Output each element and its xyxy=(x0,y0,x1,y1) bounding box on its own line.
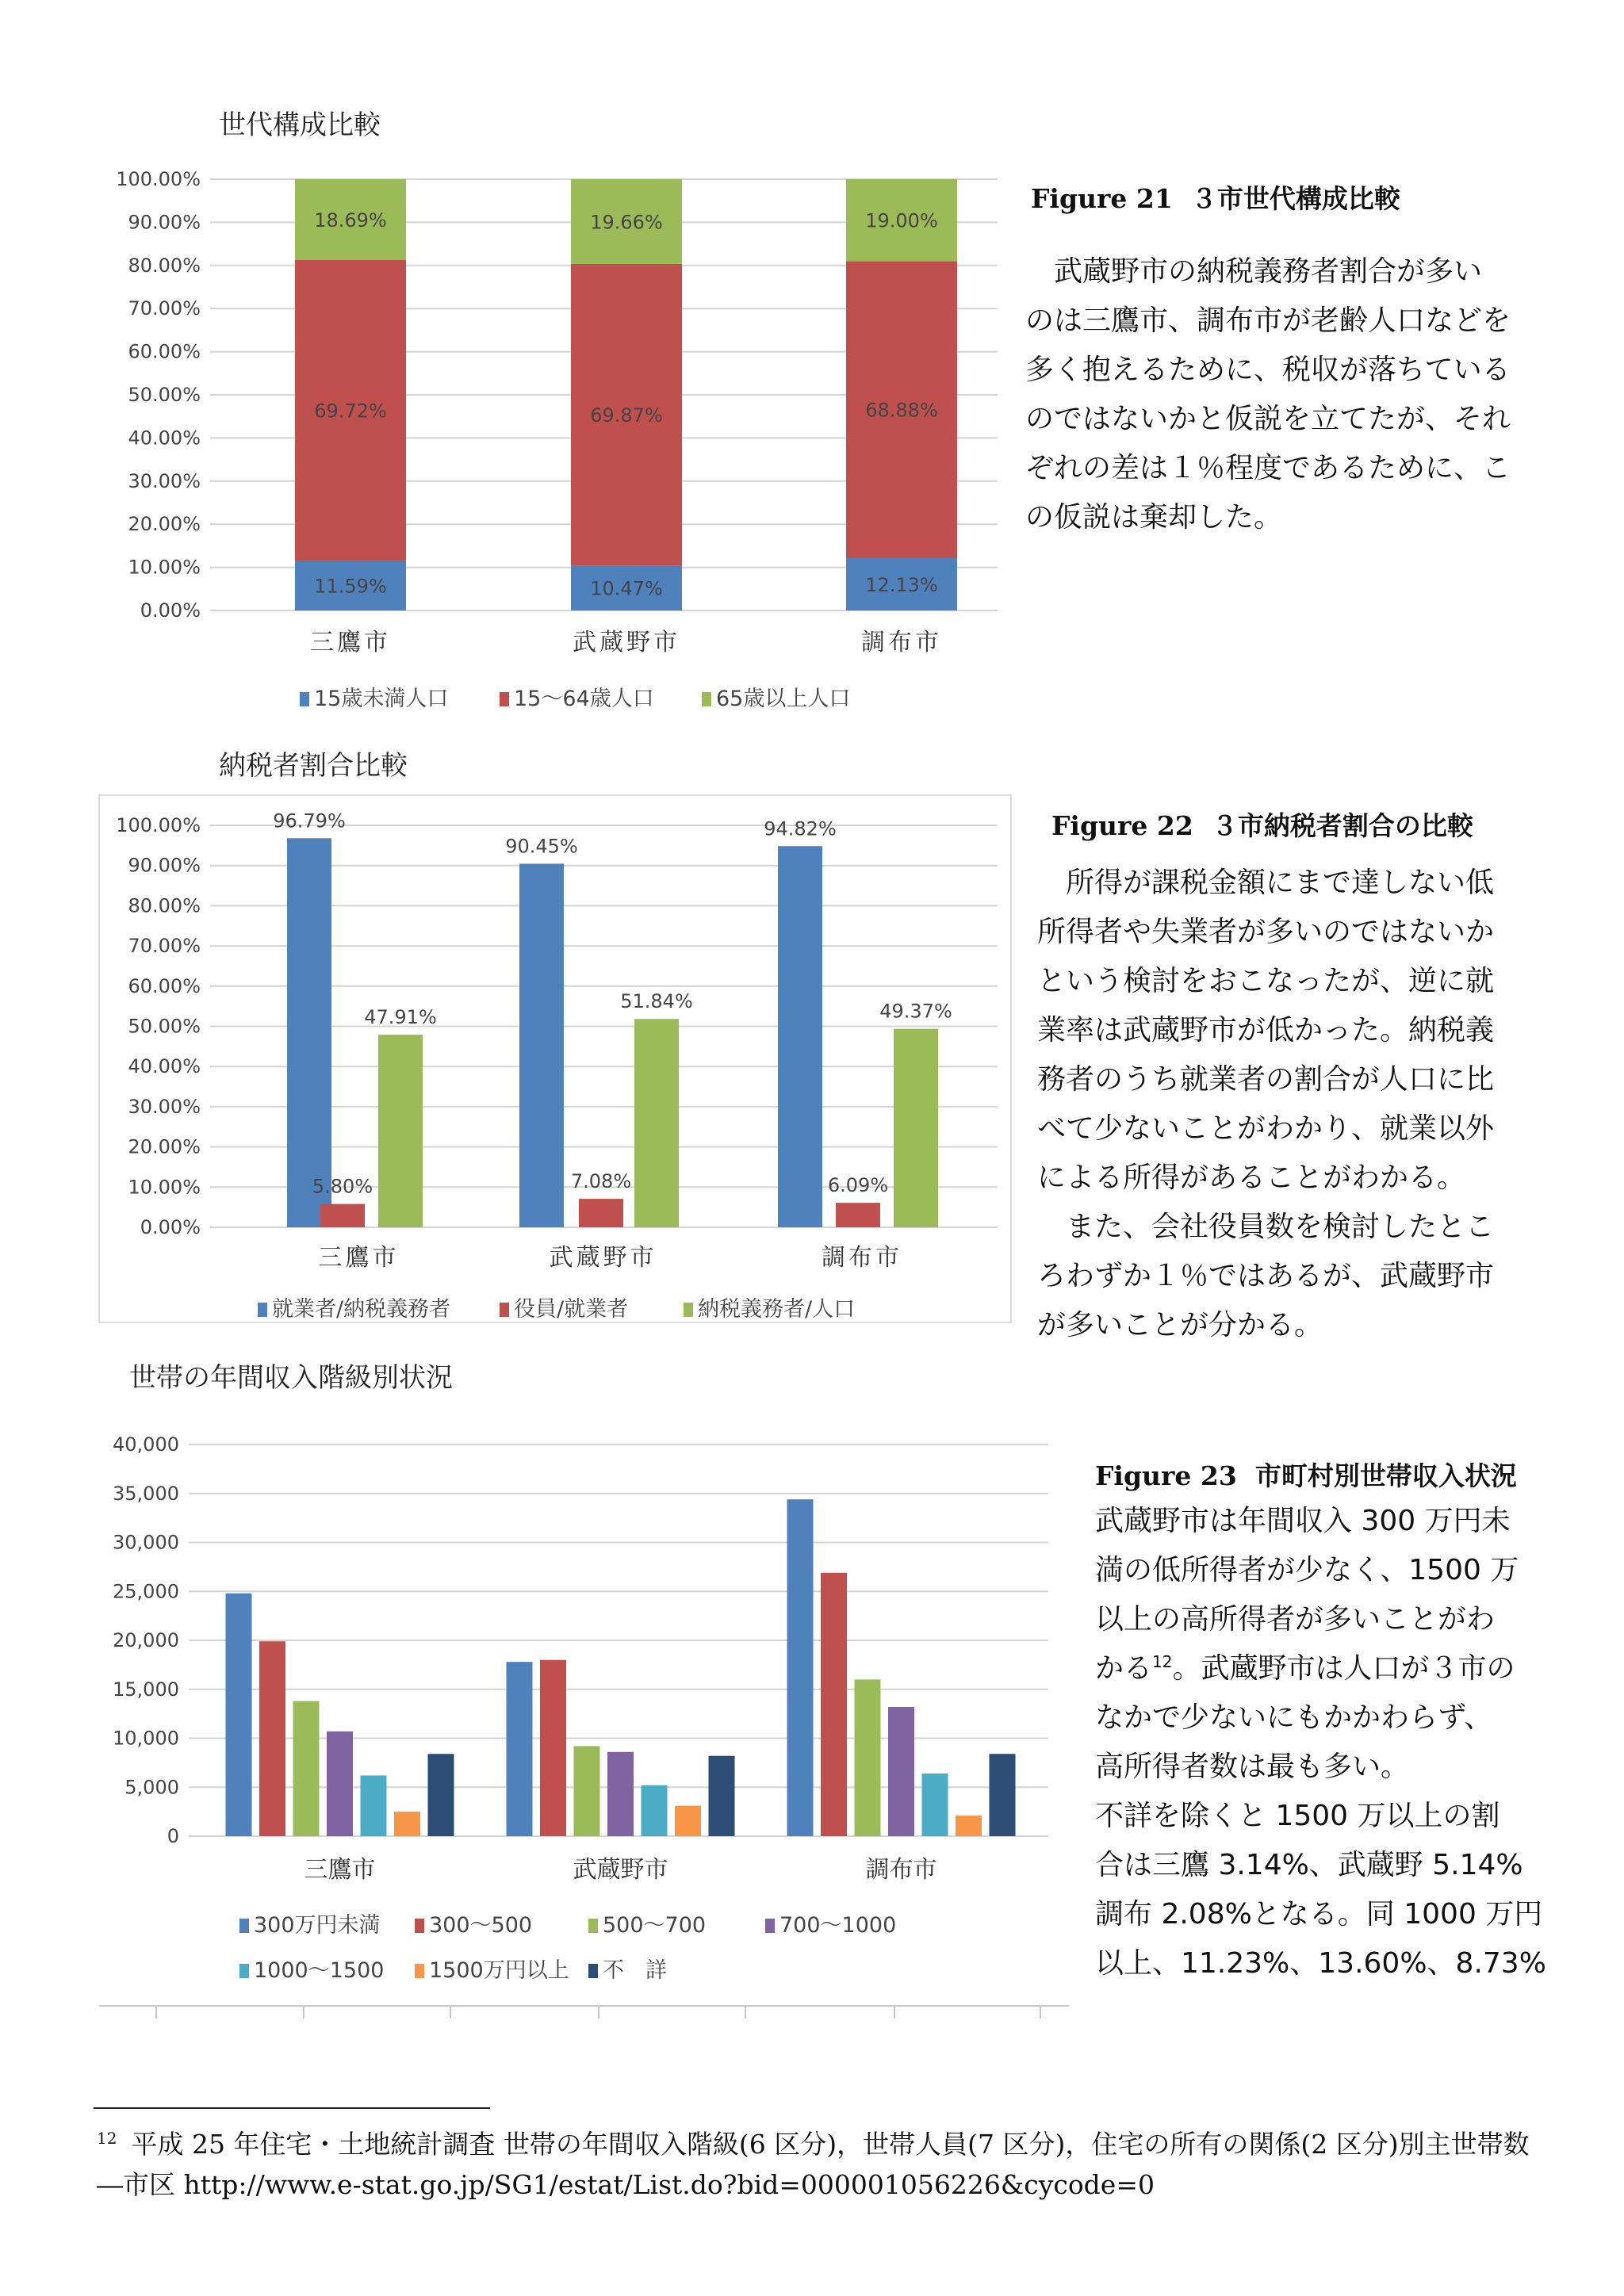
y-tick-label: 40.00% xyxy=(128,1055,201,1078)
data-label: 69.87% xyxy=(590,404,663,427)
figure23-line xyxy=(1095,1644,1546,1693)
figure21-paragraph xyxy=(1025,247,1511,542)
figure23-line: 不詳を除くと 1500 万以上の割 xyxy=(1095,1800,1500,1832)
figure21-caption xyxy=(1031,178,1400,216)
y-tick-label: 0 xyxy=(167,1825,179,1847)
y-tick-label: 20.00% xyxy=(128,1135,201,1158)
legend-swatch xyxy=(588,1964,598,1978)
bar xyxy=(607,1752,634,1836)
data-label: 7.08% xyxy=(570,1170,632,1193)
figure21-line: 多く抱えるために、税収が落ちている xyxy=(1025,354,1511,386)
y-tick-label: 80.00% xyxy=(128,254,201,277)
category-label: 調布市 xyxy=(865,1856,937,1884)
figure21-line: 武蔵野市の納税義務者割合が多い xyxy=(1054,255,1483,288)
y-tick-label: 10.00% xyxy=(128,556,201,579)
bar xyxy=(394,1812,420,1836)
figure22-line: 所得が課税金額にまで達しない低 xyxy=(1066,867,1495,899)
figure21-line: の仮説は棄却した。 xyxy=(1025,501,1283,534)
bar xyxy=(990,1754,1016,1836)
y-tick-label: 10.00% xyxy=(128,1176,201,1199)
figure23-line-part: 。武蔵野市は人口が３市の xyxy=(1172,1652,1515,1685)
legend-swatch xyxy=(239,1964,249,1978)
footnote-text: 平成 25 年住宅・土地統計調査 世帯の年間収入階級(6 区分)，世帯人員(7 区分)，住宅の所有の関係(2 区分)別主世帯数―市区 http://www.e-stat.go.jp/SG1/estat/List.do?bid=000001056226&cycode=0 xyxy=(97,2129,1530,2200)
category-label: 三鷹市 xyxy=(318,1244,400,1272)
figure22-paragraph xyxy=(1037,859,1494,1350)
legend-label: 65歳以上人口 xyxy=(716,687,851,711)
footnote-mark: 12 xyxy=(97,2129,117,2148)
figure23-line-part: かる xyxy=(1095,1652,1153,1685)
legend-label: 500～700 xyxy=(603,1913,707,1938)
bar xyxy=(259,1641,285,1836)
figure23-caption xyxy=(1095,1456,1517,1493)
legend-label: 700～1000 xyxy=(779,1913,897,1938)
bar xyxy=(675,1806,701,1836)
bar xyxy=(327,1732,353,1836)
y-tick-label: 50.00% xyxy=(128,384,201,406)
data-label: 10.47% xyxy=(590,577,663,600)
legend-label: 15～64歳人口 xyxy=(514,687,654,711)
y-tick-label: 90.00% xyxy=(128,854,201,877)
figure22-caption xyxy=(1051,806,1473,843)
bar xyxy=(507,1662,533,1836)
y-tick-label: 25,000 xyxy=(113,1580,179,1603)
data-label: 18.69% xyxy=(314,209,387,232)
y-tick-label: 0.00% xyxy=(140,599,201,622)
figure23-caption-text: 市町村別世帯収入状況 xyxy=(1254,1460,1517,1491)
data-label: 49.37% xyxy=(879,1000,952,1023)
data-label: 94.82% xyxy=(764,817,837,840)
figure22-line: ろわずか１％ではあるが、武蔵野市 xyxy=(1037,1260,1495,1292)
bar xyxy=(574,1746,600,1836)
y-tick-label: 90.00% xyxy=(128,211,201,234)
figure23-line: 満の低所得者が少なく、1500 万 xyxy=(1095,1554,1519,1586)
figure22-line: 所得者や失業者が多いのではないか xyxy=(1037,916,1495,948)
figure22-caption-text: ３市納税者割合の比較 xyxy=(1211,810,1473,841)
category-label: 調布市 xyxy=(822,1244,902,1272)
y-tick-label: 10,000 xyxy=(113,1727,179,1750)
category-label: 武蔵野市 xyxy=(573,629,680,656)
figure23-caption-num: Figure 23 xyxy=(1095,1460,1237,1491)
footnote-rule xyxy=(94,2107,490,2109)
figure22-line: という検討をおこなったが、逆に就 xyxy=(1037,965,1495,997)
y-tick-label: 70.00% xyxy=(128,297,201,320)
figure22-line: による所得があることがわかる。 xyxy=(1037,1161,1466,1194)
legend-label: 1000～1500 xyxy=(254,1958,385,1983)
bar xyxy=(293,1701,320,1836)
bar xyxy=(226,1594,252,1836)
y-tick-label: 60.00% xyxy=(128,974,201,997)
figure23-line: 高所得者数は最も多い。 xyxy=(1095,1751,1410,1783)
chart1-title: 世代構成比較 xyxy=(219,109,381,141)
y-tick-label: 0.00% xyxy=(140,1216,201,1238)
category-label: 武蔵野市 xyxy=(549,1244,657,1272)
y-tick-label: 60.00% xyxy=(128,340,201,363)
y-tick-label: 15,000 xyxy=(113,1678,179,1701)
y-tick-label: 35,000 xyxy=(113,1482,179,1505)
legend-label: 就業者/納税義務者 xyxy=(272,1297,451,1322)
data-label: 5.80% xyxy=(312,1175,373,1198)
figure21-line: のは三鷹市、調布市が老齢人口などを xyxy=(1025,304,1511,337)
data-label: 19.66% xyxy=(590,211,663,234)
legend-swatch xyxy=(765,1919,775,1933)
legend-label: 役員/就業者 xyxy=(514,1297,629,1322)
figure23-line: 以上の高所得者が多いことがわ xyxy=(1095,1603,1496,1636)
legend-label: 納税義務者/人口 xyxy=(698,1297,856,1322)
legend-swatch xyxy=(239,1919,249,1933)
y-tick-label: 30,000 xyxy=(113,1531,179,1554)
y-tick-label: 20.00% xyxy=(128,513,201,536)
bar xyxy=(956,1816,982,1836)
category-label: 三鷹市 xyxy=(304,1856,376,1884)
footnote-ref-mark: 12 xyxy=(1152,1652,1173,1671)
figure22-caption-num: Figure 22 xyxy=(1051,810,1193,841)
figure21-line: のではないかと仮説を立てたが、それ xyxy=(1025,403,1511,435)
legend-label: 15歳未満人口 xyxy=(314,687,449,711)
data-label: 69.72% xyxy=(314,400,387,423)
y-tick-label: 30.00% xyxy=(128,469,201,492)
data-label: 6.09% xyxy=(827,1174,889,1197)
figure22-line: べて少ないことがわかり、就業以外 xyxy=(1037,1112,1495,1145)
data-label: 12.13% xyxy=(865,574,938,597)
figure21-line: ぞれの差は１％程度であるために、こ xyxy=(1025,452,1511,484)
y-tick-label: 100.00% xyxy=(116,814,201,836)
legend-swatch xyxy=(415,1919,424,1933)
legend-label: 300万円未満 xyxy=(254,1913,381,1938)
data-label: 47.91% xyxy=(364,1006,437,1029)
figure23-line: 調布 2.08%となる。同 1000 万円 xyxy=(1095,1898,1543,1931)
bar xyxy=(855,1679,881,1836)
figure22-line: 業率は武蔵野市が低かった。納税義 xyxy=(1037,1014,1495,1047)
legend-label: 不 詳 xyxy=(603,1958,667,1983)
data-label: 90.45% xyxy=(505,835,578,858)
bar xyxy=(888,1707,914,1836)
footnote xyxy=(97,2118,1548,2205)
y-tick-label: 40,000 xyxy=(113,1433,179,1456)
chart2-title: 納税者割合比較 xyxy=(219,750,408,782)
y-tick-label: 40.00% xyxy=(128,427,201,450)
figure21-caption-num: Figure 21 xyxy=(1031,183,1173,214)
figure23-line: 合は三鷹 3.14%、武蔵野 5.14% xyxy=(1095,1849,1523,1881)
bar xyxy=(922,1774,948,1836)
figure22-line: また、会社役員数を検討したとこ xyxy=(1066,1211,1495,1243)
bar xyxy=(787,1499,814,1836)
bar xyxy=(361,1775,387,1836)
y-tick-label: 5,000 xyxy=(124,1776,179,1799)
y-tick-label: 50.00% xyxy=(128,1015,201,1038)
category-label: 武蔵野市 xyxy=(573,1856,668,1884)
figure22-line: が多いことが分かる。 xyxy=(1037,1309,1323,1341)
y-tick-label: 20,000 xyxy=(113,1629,179,1651)
figure23-line: 武蔵野市は年間収入 300 万円未 xyxy=(1095,1505,1511,1537)
bar xyxy=(709,1756,735,1836)
legend-label: 300～500 xyxy=(429,1913,533,1938)
bar xyxy=(642,1785,668,1836)
y-tick-label: 70.00% xyxy=(128,935,201,958)
bar xyxy=(540,1660,566,1836)
bar xyxy=(821,1573,847,1836)
figure23-line: 以上、11.23%、13.60%、8.73% xyxy=(1095,1947,1546,1980)
data-label: 68.88% xyxy=(865,399,938,422)
legend-label: 1500万円以上 xyxy=(429,1958,569,1983)
data-label: 51.84% xyxy=(620,990,693,1013)
figure23-paragraph xyxy=(1095,1497,1546,1988)
legend-swatch xyxy=(588,1919,598,1933)
figure22-line: 務者のうち就業者の割合が人口に比 xyxy=(1037,1063,1495,1096)
data-label: 11.59% xyxy=(314,575,387,598)
figure23-line: なかで少ないにもかかわらず、 xyxy=(1095,1701,1493,1734)
figure21-caption-text: ３市世代構成比較 xyxy=(1190,183,1400,214)
chart3-title: 世帯の年間収入階級別状況 xyxy=(129,1362,453,1394)
y-tick-label: 100.00% xyxy=(116,168,201,190)
data-label: 19.00% xyxy=(865,209,938,232)
y-tick-label: 80.00% xyxy=(128,894,201,917)
bar xyxy=(428,1754,454,1836)
category-label: 調布市 xyxy=(861,629,942,656)
legend-swatch xyxy=(415,1964,424,1978)
data-label: 96.79% xyxy=(273,809,346,832)
y-tick-label: 30.00% xyxy=(128,1095,201,1118)
category-label: 三鷹市 xyxy=(310,629,391,656)
